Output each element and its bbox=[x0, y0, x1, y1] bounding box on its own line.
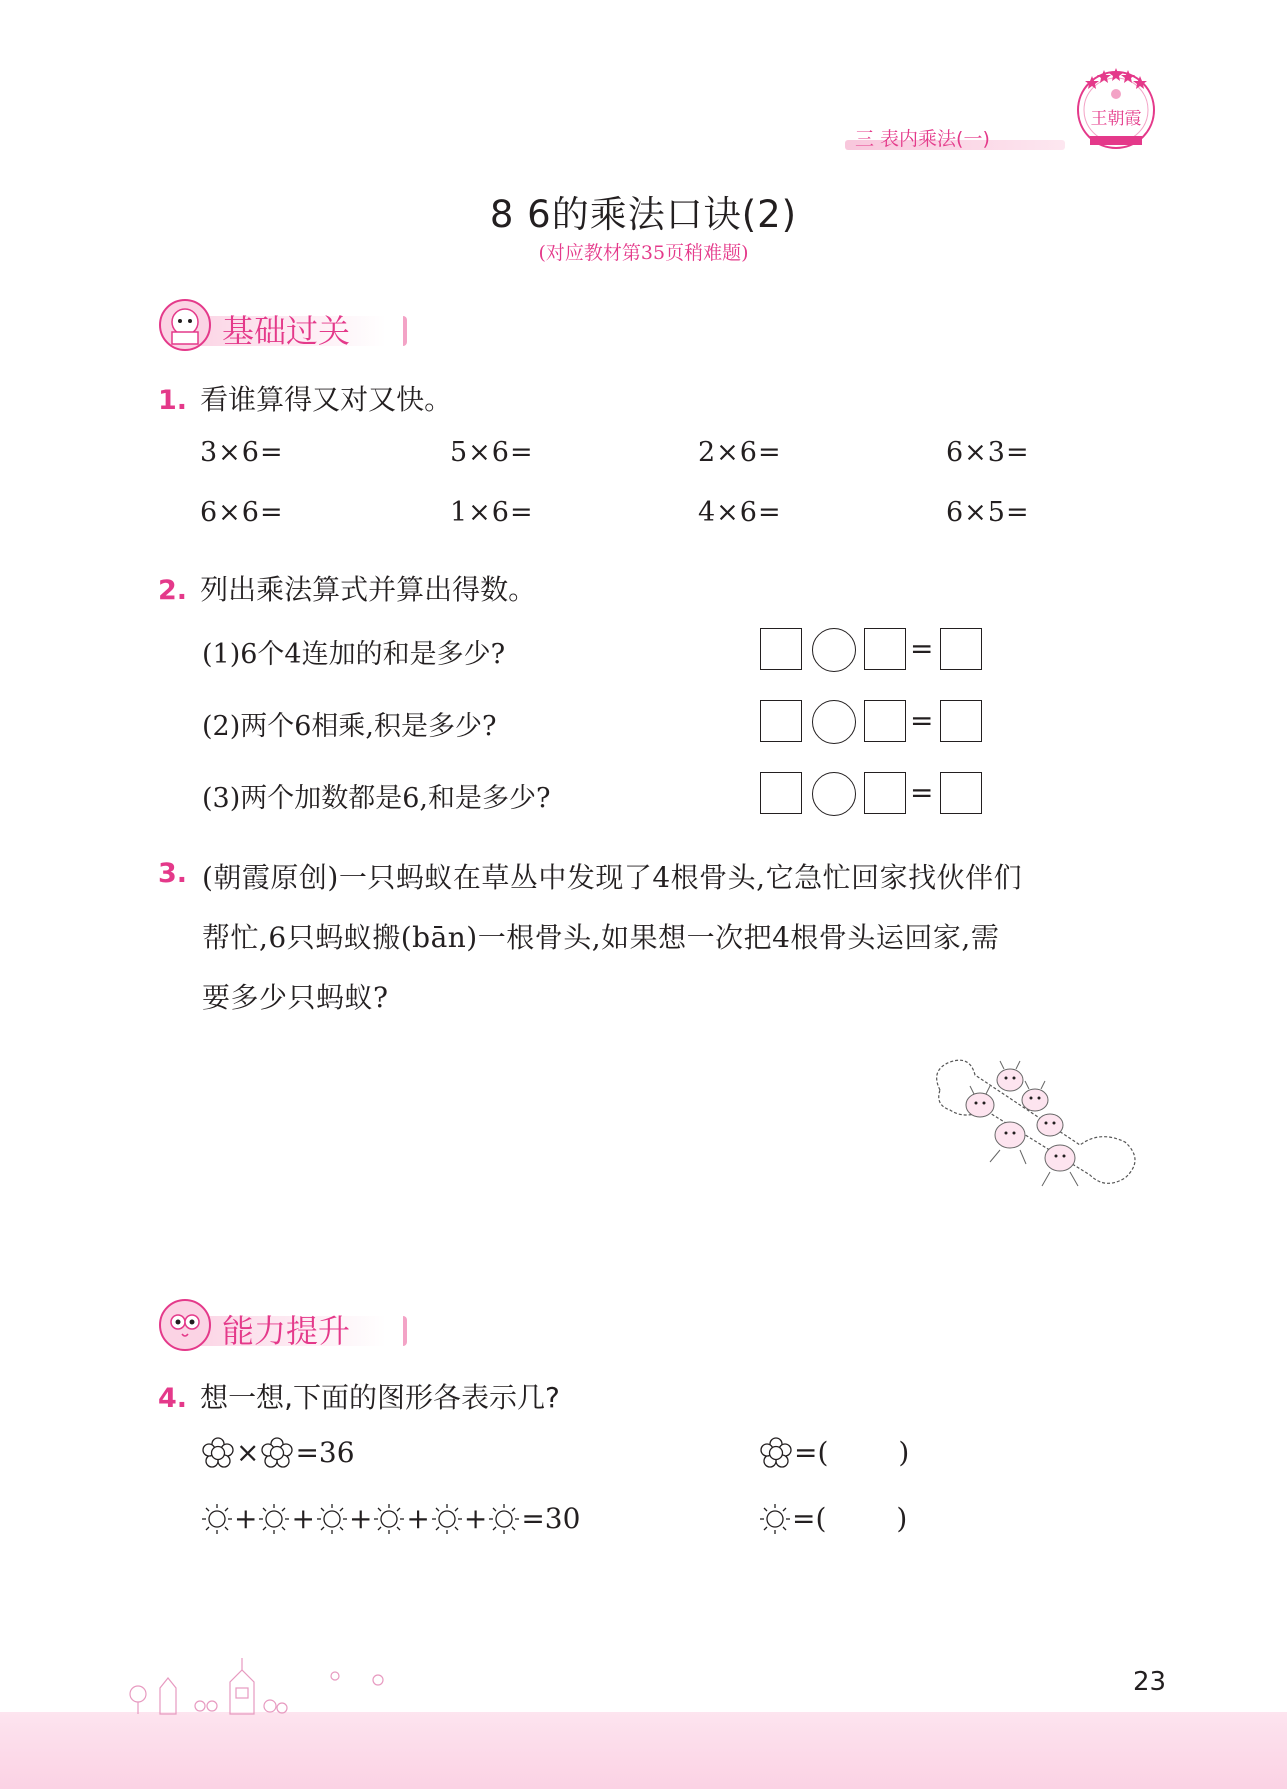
town-illustration bbox=[120, 1648, 390, 1718]
q2-subquestion: (3)两个加数都是6,和是多少? bbox=[202, 783, 551, 814]
answer-open[interactable]: =( bbox=[792, 1502, 827, 1535]
answer-box[interactable] bbox=[940, 772, 982, 814]
q3-text-line: 要多少只蚂蚁? bbox=[202, 981, 389, 1014]
question-number: 4. bbox=[158, 1383, 188, 1414]
answer-box[interactable] bbox=[864, 700, 906, 742]
answer-close: ) bbox=[898, 1436, 910, 1469]
badge-text: 王朝霞 bbox=[1090, 109, 1142, 129]
ants-carrying-bone-illustration bbox=[930, 1050, 1150, 1210]
section-title-advanced: 能力提升 bbox=[222, 1312, 351, 1350]
question-number: 3. bbox=[158, 858, 188, 889]
q3-text-line: (朝霞原创)一只蚂蚁在草丛中发现了4根骨头,它急忙回家找伙伴们 bbox=[202, 861, 1023, 894]
operator-circle[interactable] bbox=[812, 772, 856, 816]
q3-text-line: 帮忙,6只蚂蚁搬(bān)一根骨头,如果想一次把4根骨头运回家,需 bbox=[202, 921, 1000, 954]
chapter-title: 三 表内乘法(一) bbox=[855, 128, 990, 150]
q1-expression: 6×6= bbox=[200, 497, 284, 528]
flower-icon bbox=[759, 1437, 793, 1469]
question-2-heading bbox=[158, 568, 536, 608]
question-number: 2. bbox=[158, 575, 188, 606]
q4-flower-equation bbox=[200, 1436, 355, 1469]
plus-sign: + bbox=[291, 1502, 315, 1535]
lesson-title: 8 6的乘法口诀(2) bbox=[489, 193, 798, 236]
page-number: 23 bbox=[1133, 1667, 1167, 1697]
answer-box[interactable] bbox=[940, 700, 982, 742]
question-4-heading bbox=[158, 1376, 560, 1416]
q1-expression: 4×6= bbox=[698, 497, 782, 528]
equation-result: =36 bbox=[295, 1436, 355, 1469]
q4-sun-equation bbox=[200, 1502, 580, 1535]
q2-answer-boxes bbox=[760, 700, 990, 744]
sun-icon bbox=[759, 1503, 791, 1535]
question-text: 列出乘法算式并算出得数。 bbox=[200, 573, 537, 606]
footer-band bbox=[0, 1712, 1287, 1789]
plus-sign: + bbox=[234, 1502, 258, 1535]
q4-sun-answer bbox=[758, 1502, 907, 1535]
operator-circle[interactable] bbox=[812, 628, 856, 672]
answer-box[interactable] bbox=[864, 772, 906, 814]
sun-icon bbox=[488, 1503, 520, 1535]
plus-sign: + bbox=[463, 1502, 488, 1535]
answer-box[interactable] bbox=[760, 628, 802, 670]
question-number: 1. bbox=[158, 385, 188, 416]
answer-box[interactable] bbox=[760, 772, 802, 814]
lesson-subtitle: (对应教材第35页稍难题) bbox=[538, 242, 749, 264]
answer-box[interactable] bbox=[940, 628, 982, 670]
q1-expression: 1×6= bbox=[450, 497, 534, 528]
flower-icon bbox=[201, 1437, 235, 1469]
q1-expression: 3×6= bbox=[200, 437, 284, 468]
sun-icon bbox=[373, 1503, 405, 1535]
q4-flower-answer bbox=[758, 1436, 909, 1469]
answer-open[interactable]: =( bbox=[794, 1436, 829, 1469]
answer-box[interactable] bbox=[864, 628, 906, 670]
equals-sign: = bbox=[910, 776, 934, 809]
answer-close: ) bbox=[896, 1502, 908, 1535]
q2-subquestion: (1)6个4连加的和是多少? bbox=[202, 639, 506, 670]
brand-badge-logo bbox=[1070, 62, 1162, 154]
operator-circle[interactable] bbox=[812, 700, 856, 744]
times-sign: × bbox=[236, 1436, 260, 1469]
equation-result: =30 bbox=[521, 1502, 581, 1535]
equals-sign: = bbox=[910, 632, 934, 665]
answer-box[interactable] bbox=[760, 700, 802, 742]
plus-sign: + bbox=[406, 1502, 430, 1535]
q1-expression: 2×6= bbox=[698, 437, 782, 468]
sun-icon bbox=[258, 1503, 290, 1535]
q2-subquestion: (2)两个6相乘,积是多少? bbox=[202, 711, 497, 742]
owl-mascot-icon bbox=[158, 1298, 212, 1352]
section-header-basic bbox=[158, 298, 408, 354]
chapter-header bbox=[845, 124, 1070, 150]
q2-answer-boxes bbox=[760, 628, 990, 672]
reading-mascot-icon bbox=[158, 298, 212, 352]
section-header-advanced bbox=[158, 1298, 408, 1354]
section-title-basic: 基础过关 bbox=[222, 312, 351, 350]
sun-icon bbox=[431, 1503, 463, 1535]
flower-icon bbox=[260, 1437, 294, 1469]
q2-answer-boxes bbox=[760, 772, 990, 816]
question-1-heading bbox=[158, 378, 452, 418]
q1-expression: 6×5= bbox=[946, 497, 1030, 528]
equals-sign: = bbox=[910, 704, 934, 737]
q1-expression: 5×6= bbox=[450, 437, 534, 468]
sun-icon bbox=[201, 1503, 233, 1535]
plus-sign: + bbox=[348, 1502, 373, 1535]
question-text: 看谁算得又对又快。 bbox=[200, 383, 453, 416]
question-text: 想一想,下面的图形各表示几? bbox=[200, 1381, 560, 1414]
sun-icon bbox=[316, 1503, 348, 1535]
q1-expression: 6×3= bbox=[946, 437, 1030, 468]
